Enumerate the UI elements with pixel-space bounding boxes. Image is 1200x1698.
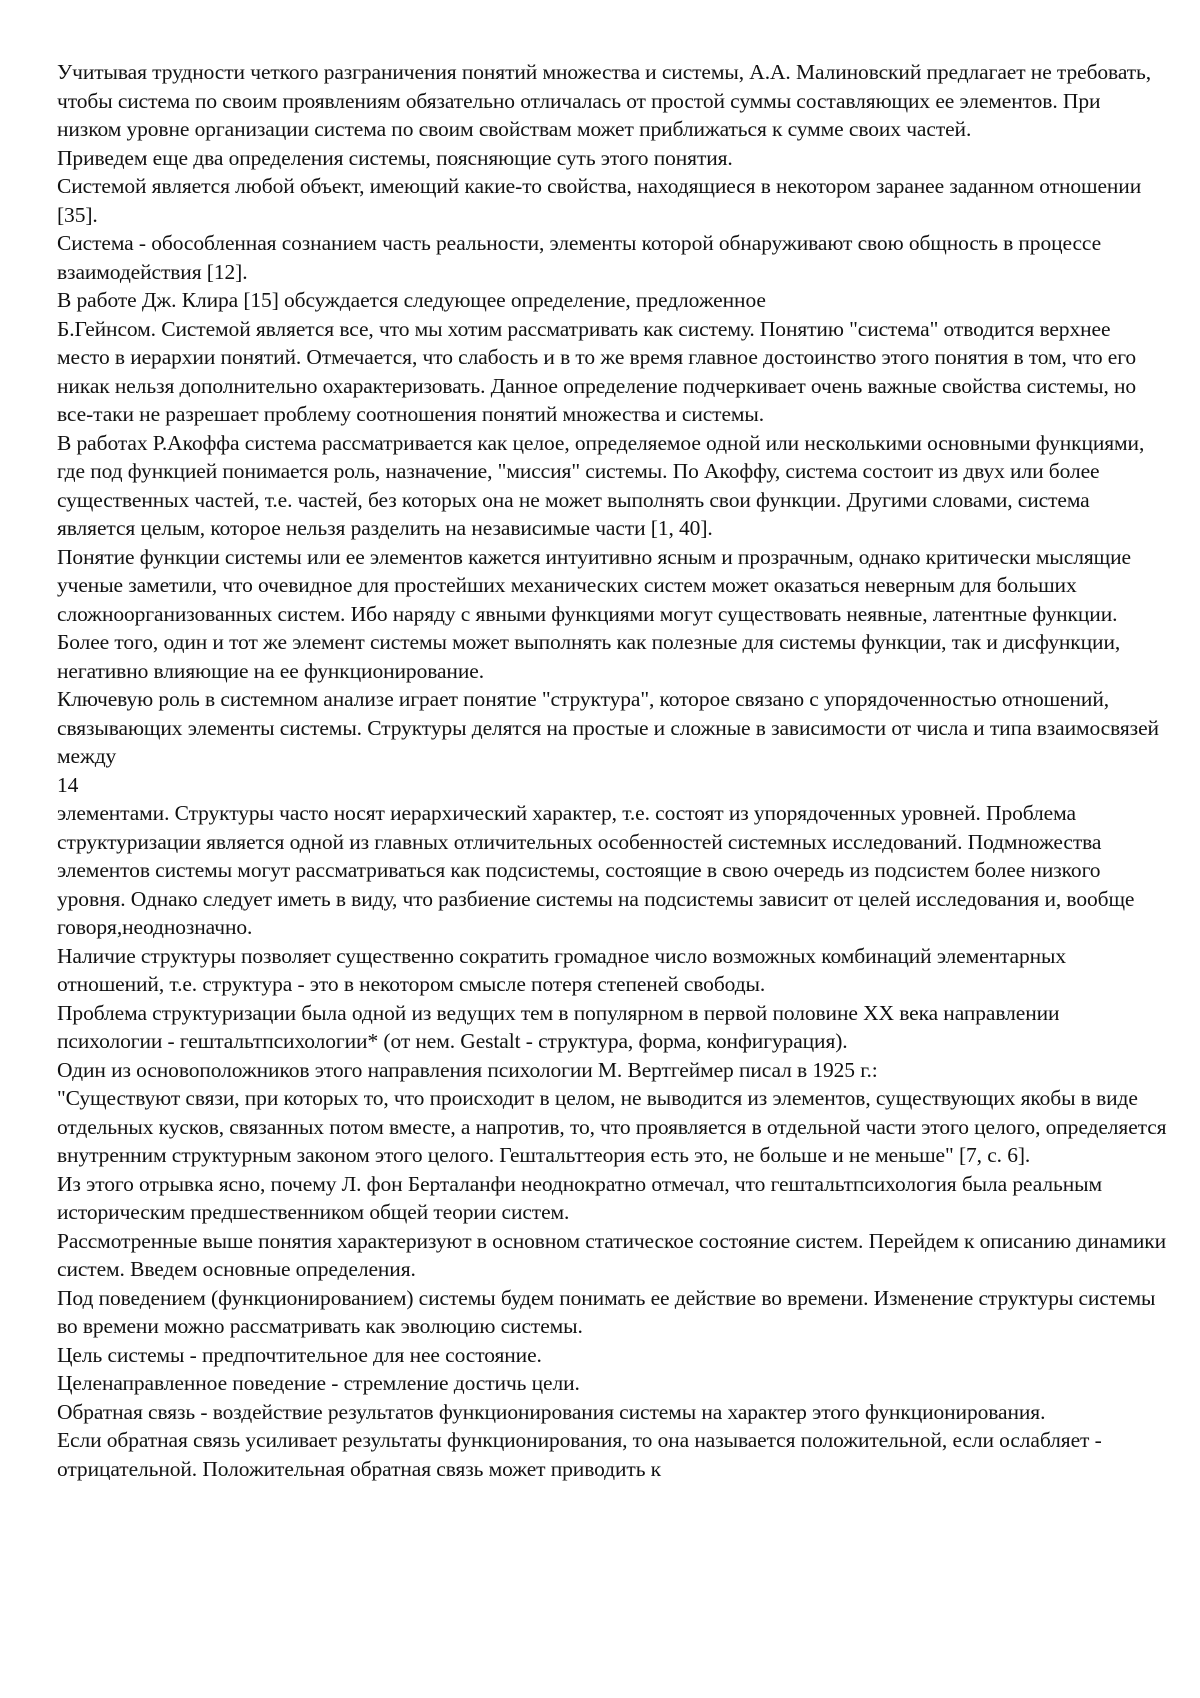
- paragraph-wertheimer-intro: Один из основоположников этого направления психологии М. Вертгеймер писал в 1925 г.:: [57, 1056, 1167, 1085]
- paragraph-definition-object: Системой является любой объект, имеющий какие-то свойства, находящиеся в некотором заранее заданном отношении [35].: [57, 172, 1167, 229]
- paragraph-feedback-types: Если обратная связь усиливает результаты функционирования, то она называется положительной, если ослабляет - отрицательной. Положительная обратная связь может приводить к: [57, 1426, 1167, 1483]
- page-number: 14: [57, 771, 1167, 800]
- paragraph-structure-key-role: Ключевую роль в системном анализе играет понятие "структура", которое связано с упорядоченностью отношений, связывающих элементы системы. Структуры делятся на простые и сложные в зависимости от числа и типа взаимосвязей между: [57, 685, 1167, 771]
- document-page: [57, 58, 1167, 1483]
- paragraph-system-function: Понятие функции системы или ее элементов кажется интуитивно ясным и прозрачным, однако критически мыслящие ученые заметили, что очевидное для простейших механических систем может оказаться неверным для больших сложноорганизованных систем. Ибо наряду с явными функциями могут существовать неявные, латентные функции. Более того, один и тот же элемент системы может выполнять как полезные для системы функции, так и дисфункции, негативно влияющие на ее функционирование.: [57, 543, 1167, 686]
- paragraph-definition-reality-part: Система - обособленная сознанием часть реальности, элементы которой обнаруживают свою общность в процессе взаимодействия [12].: [57, 229, 1167, 286]
- paragraph-behavior-definition: Под поведением (функционированием) системы будем понимать ее действие во времени. Изменение структуры системы во времени можно рассматривать как эволюцию системы.: [57, 1284, 1167, 1341]
- paragraph-two-definitions-intro: Приведем еще два определения системы, поясняющие суть этого понятия.: [57, 144, 1167, 173]
- paragraph-feedback-definition: Обратная связь - воздействие результатов функционирования системы на характер этого функционирования.: [57, 1398, 1167, 1427]
- paragraph-structure-hierarchy: элементами. Структуры часто носят иерархический характер, т.е. состоят из упорядоченных уровней. Проблема структуризации является одной из главных отличительных особенностей системных исследований. Подмножества элементов системы могут рассматриваться как подсистемы, состоящие в свою очередь из подсистем более низкого уровня. Однако следует иметь в виду, что разбиение системы на подсистемы зависит от целей исследования и, вообще говоря,неоднозначно.: [57, 799, 1167, 942]
- paragraph-gestalt: Проблема структуризации была одной из ведущих тем в популярном в первой половине XX века направлении психологии - гештальтпсихологии* (от нем. Gestalt - структура, форма, конфигурация).: [57, 999, 1167, 1056]
- paragraph-wertheimer-quote: "Существуют связи, при которых то, что происходит в целом, не выводится из элементов, существующих якобы в виде отдельных кусков, связанных потом вместе, а напротив, то, что проявляется в отдельной части этого целого, определяется внутренним структурным законом этого целого. Гештальттеория есть это, не больше и не меньше" [7, с. 6].: [57, 1084, 1167, 1170]
- paragraph-bertalanffy: Из этого отрывка ясно, почему Л. фон Берталанфи неоднократно отмечал, что гештальтпсихология была реальным историческим предшественником общей теории систем.: [57, 1170, 1167, 1227]
- paragraph-ackoff: В работах Р.Акоффа система рассматривается как целое, определяемое одной или несколькими основными функциями, где под функцией понимается роль, назначение, "миссия" системы. По Акоффу, система состоит из двух или более существенных частей, т.е. частей, без которых она не может выполнять свои функции. Другими словами, система является целым, которое нельзя разделить на независимые части [1, 40].: [57, 429, 1167, 543]
- paragraph-klir-intro: В работе Дж. Клира [15] обсуждается следующее определение, предложенное: [57, 286, 1167, 315]
- paragraph-gaines-definition: Б.Гейнсом. Системой является все, что мы хотим рассматривать как систему. Понятию "система" отводится верхнее место в иерархии понятий. Отмечается, что слабость и в то же время главное достоинство этого понятия в том, что его никак нельзя дополнительно охарактеризовать. Данное определение подчеркивает очень важные свойства системы, но все-таки не разрешает проблему соотношения понятий множества и системы.: [57, 315, 1167, 429]
- paragraph-malinovsky: Учитывая трудности четкого разграничения понятий множества и системы, А.А. Малиновский предлагает не требовать, чтобы система по своим проявлениям обязательно отличалась от простой суммы составляющих ее элементов. При низком уровне организации система по своим свойствам может приближаться к сумме своих частей.: [57, 58, 1167, 144]
- paragraph-purposeful-behavior: Целенаправленное поведение - стремление достичь цели.: [57, 1369, 1167, 1398]
- paragraph-structure-degrees-freedom: Наличие структуры позволяет существенно сократить громадное число возможных комбинаций элементарных отношений, т.е. структура - это в некотором смысле потеря степеней свободы.: [57, 942, 1167, 999]
- paragraph-dynamics-intro: Рассмотренные выше понятия характеризуют в основном статическое состояние систем. Перейдем к описанию динамики систем. Введем основные определения.: [57, 1227, 1167, 1284]
- paragraph-goal-definition: Цель системы - предпочтительное для нее состояние.: [57, 1341, 1167, 1370]
